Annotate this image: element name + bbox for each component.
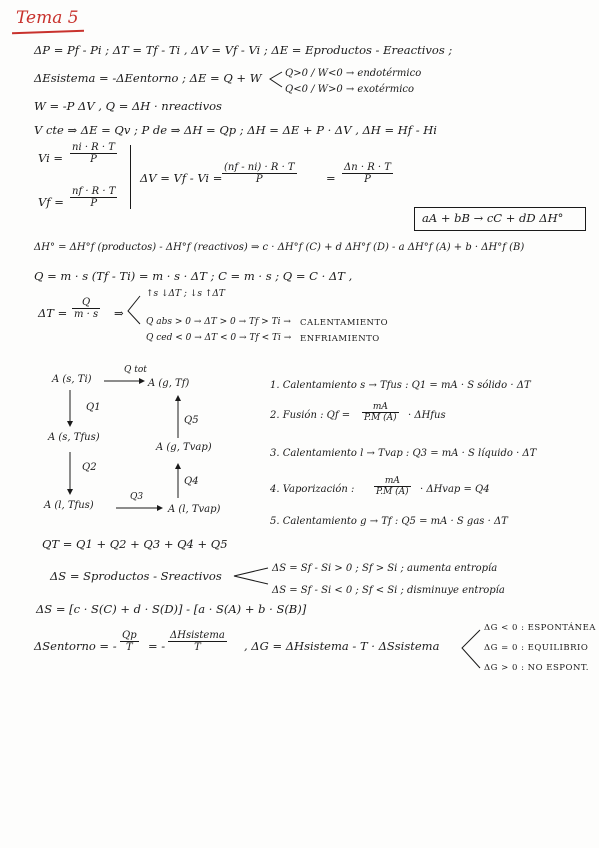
dv-denominator-2: P — [364, 174, 371, 185]
vi-denominator: P — [90, 154, 97, 165]
reaction-equation: aA + bB → cC + dD ΔH° — [422, 211, 564, 225]
label-q2: Q2 — [82, 462, 97, 473]
dse-numerator-1: Qp — [122, 630, 137, 641]
gibbs-spontaneous: ΔG < 0 : ESPONTÁNEA — [484, 623, 596, 633]
state-solid-fusion: A (s, Tfus) — [48, 432, 100, 443]
dt-brace — [128, 296, 140, 324]
gibbs-equilibrium: ΔG = 0 : EQUILIBRIO — [484, 643, 589, 653]
step-4-fraction — [374, 476, 411, 497]
step-4-tail: · ΔHvap = Q4 — [420, 484, 490, 495]
state-liquid-fusion: A (l, Tfus) — [44, 500, 94, 511]
label-q4: Q4 — [184, 476, 199, 487]
label-q-total: Q tot — [124, 365, 147, 375]
step-2-fraction — [362, 402, 399, 423]
dse-denominator-1: T — [125, 642, 133, 653]
dse-fraction-2 — [168, 630, 227, 653]
step-5: 5. Calentamiento g → Tf : Q5 = mA · S gas · ΔT — [270, 516, 508, 527]
line-heat: Q = m · s (Tf - Ti) = m · s · ΔT ; C = m · s ; Q = C · ΔT , — [34, 269, 353, 283]
gibbs-brace — [462, 630, 480, 668]
dse-numerator-2: ΔHsistema — [170, 630, 225, 641]
dse-mid: = - — [148, 639, 166, 653]
total-heat-sum: QT = Q1 + Q2 + Q3 + Q4 + Q5 — [42, 537, 228, 551]
gibbs-equation: , ΔG = ΔHsistema - T · ΔSsistema — [244, 639, 440, 653]
dt-numerator: Q — [72, 297, 100, 309]
label-q3: Q3 — [130, 492, 144, 502]
endothermic-note: Q>0 / W<0 → endotérmico — [285, 68, 422, 79]
state-solid-initial: A (s, Ti) — [52, 374, 92, 385]
entropy-decrease: ΔS = Sf - Si < 0 ; Sf < Si ; disminuye entropía — [272, 585, 505, 596]
entropy-definition: ΔS = Sproductos - Sreactivos — [50, 569, 222, 583]
dv-lhs: ΔV = Vf - Vi = — [140, 171, 223, 185]
label-enfriamiento: ENFRIAMIENTO — [300, 334, 380, 344]
line-deltas: ΔP = Pf - Pi ; ΔT = Tf - Ti , ΔV = Vf - Vi ; ΔE = Eproductos - Ereactivos ; — [34, 43, 453, 57]
dt-released: Q ced < 0 → ΔT < 0 → Tf < Ti → — [146, 333, 292, 343]
entropy-formula: ΔS = [c · S(C) + d · S(D)] - [a · S(A) + b · S(B)] — [36, 602, 307, 616]
vi-numerator: ni · R · T — [72, 142, 115, 153]
dv-denominator-1: P — [255, 174, 263, 185]
line-first-law: ΔEsistema = -ΔEentorno ; ΔE = Q + W — [34, 71, 262, 85]
step-4-label: 4. Vaporización : — [270, 484, 355, 495]
step-2-numerator: mA — [362, 402, 399, 413]
gibbs-not-spontaneous: ΔG > 0 : NO ESPONT. — [484, 663, 590, 673]
dt-denominator: m · s — [74, 309, 99, 320]
step-2-label: 2. Fusión : Qf = — [270, 410, 351, 421]
dv-numerator-2: Δn · R · T — [344, 162, 391, 173]
entropy-increase: ΔS = Sf - Si > 0 ; Sf > Si ; aumenta entropía — [272, 563, 498, 574]
label-calentamiento: CALENTAMIENTO — [300, 318, 389, 328]
label-q5: Q5 — [184, 415, 199, 426]
step-2-denominator: P.M (A) — [364, 413, 397, 423]
vf-numerator: nf · R · T — [72, 186, 116, 197]
vi-lhs: Vi = — [38, 151, 64, 165]
step-2-tail: · ΔHfus — [408, 410, 446, 421]
dv-equals: = — [326, 171, 336, 185]
line-work: W = -P ΔV , Q = ΔH · nreactivos — [34, 99, 222, 113]
state-gas-final: A (g, Tf) — [148, 378, 190, 389]
vf-lhs: Vf = — [38, 195, 64, 209]
vf-denominator: P — [90, 198, 98, 209]
step-3: 3. Calentamiento l → Tvap : Q3 = mA · S líquido · ΔT — [270, 448, 537, 459]
page-title: Tema 5 — [16, 8, 79, 28]
step-4-denominator: P.M (A) — [376, 487, 409, 497]
dse-denominator-2: T — [194, 642, 201, 653]
dv-numerator-1: (nf - ni) · R · T — [224, 162, 295, 173]
state-liquid-vapor: A (l, Tvap) — [168, 504, 221, 515]
line-standard-enthalpy: ΔH° = ΔH°f (productos) - ΔH°f (reactivos) ⇒ c · ΔH°f (C) + d ΔH°f (D) - a ΔH°f (A) + b · ΔH°f (B) — [34, 242, 525, 253]
dse-fraction-1 — [120, 630, 139, 653]
dt-lhs: ΔT = — [38, 306, 68, 320]
line-enthalpy: V cte ⇒ ΔE = Qv ; P de ⇒ ΔH = Qp ; ΔH = ΔE + P · ΔV , ΔH = Hf - Hi — [34, 123, 437, 137]
entropy-surroundings-lhs: ΔSentorno = - — [34, 639, 117, 653]
step-1: 1. Calentamiento s → Tfus : Q1 = mA · S sólido · ΔT — [270, 380, 531, 391]
dt-absorbed: Q abs > 0 → ΔT > 0 → Tf > Ti → — [146, 317, 291, 327]
dt-implies: ⇒ — [114, 306, 124, 320]
entropy-brace — [234, 568, 268, 584]
step-4-numerator: mA — [374, 476, 411, 487]
exothermic-note: Q<0 / W>0 → exotérmico — [285, 84, 415, 95]
dt-specific-heat-note: ↑s ↓ΔT ; ↓s ↑ΔT — [146, 289, 225, 299]
state-gas-vapor: A (g, Tvap) — [156, 442, 212, 453]
first-law-brace — [270, 72, 282, 87]
label-q1: Q1 — [86, 402, 101, 413]
